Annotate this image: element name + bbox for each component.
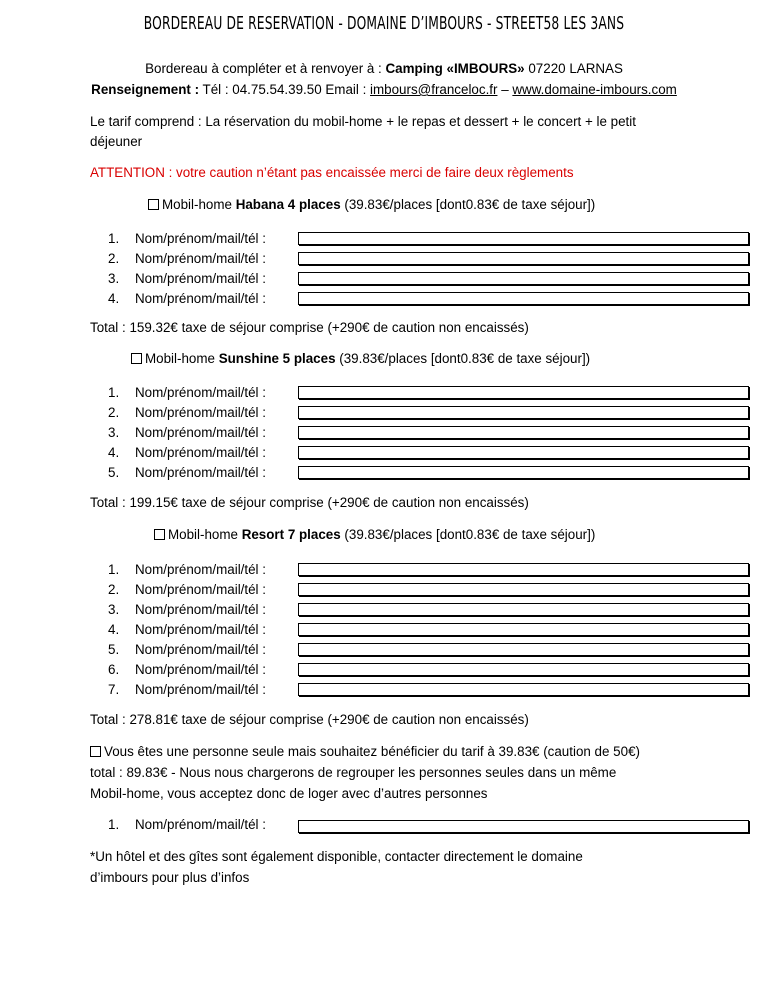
name-row bbox=[108, 403, 266, 423]
name-input[interactable] bbox=[298, 406, 749, 419]
name-input[interactable] bbox=[298, 426, 749, 439]
row-number: 4. bbox=[108, 445, 120, 460]
phone-text: Tél : 04.75.54.39.50 Email : bbox=[199, 82, 371, 97]
row-number: 4. bbox=[108, 622, 120, 637]
name-row bbox=[108, 600, 266, 620]
name-input[interactable] bbox=[298, 232, 749, 245]
section-price: (39.83€/places [dont0.83€ de taxe séjour]) bbox=[335, 351, 591, 366]
name-row bbox=[108, 249, 266, 269]
name-row bbox=[108, 620, 266, 640]
single-person-line-3: Mobil-home, vous acceptez donc de loger avec d’autres personnes bbox=[90, 786, 488, 801]
row-label: Nom/prénom/mail/tél : bbox=[135, 562, 266, 577]
row-label: Nom/prénom/mail/tél : bbox=[135, 425, 266, 440]
name-input[interactable] bbox=[298, 252, 749, 265]
name-row bbox=[108, 383, 266, 403]
row-label: Nom/prénom/mail/tél : bbox=[135, 271, 266, 286]
intro-text: Bordereau à compléter et à renvoyer à : bbox=[145, 61, 386, 76]
section-prefix: Mobil-home bbox=[145, 351, 219, 366]
name-input[interactable] bbox=[298, 466, 749, 479]
name-row bbox=[108, 580, 266, 600]
row-label: Nom/prénom/mail/tél : bbox=[135, 291, 266, 306]
name-row bbox=[108, 289, 266, 309]
row-number: 7. bbox=[108, 682, 120, 697]
name-row bbox=[108, 560, 266, 580]
name-row bbox=[108, 423, 266, 443]
row-number: 2. bbox=[108, 582, 120, 597]
row-label: Nom/prénom/mail/tél : bbox=[135, 385, 266, 400]
row-label: Nom/prénom/mail/tél : bbox=[135, 405, 266, 420]
sunshine-total: Total : 199.15€ taxe de séjour comprise (+290€ de caution non encaissés) bbox=[90, 495, 529, 510]
section-prefix: Mobil-home bbox=[168, 527, 242, 542]
name-row bbox=[108, 229, 266, 249]
name-row bbox=[108, 463, 266, 483]
single-person-line-1 bbox=[90, 742, 640, 762]
intro-line-1 bbox=[0, 59, 768, 79]
row-number: 5. bbox=[108, 642, 120, 657]
name-input[interactable] bbox=[298, 623, 749, 636]
resort-checkbox[interactable] bbox=[154, 529, 165, 540]
row-label: Nom/prénom/mail/tél : bbox=[135, 445, 266, 460]
row-number: 1. bbox=[108, 231, 120, 246]
row-label: Nom/prénom/mail/tél : bbox=[135, 465, 266, 480]
section-name: Sunshine 5 places bbox=[218, 351, 336, 366]
row-label: Nom/prénom/mail/tél : bbox=[135, 817, 266, 832]
section-resort-heading bbox=[154, 525, 595, 545]
row-number: 1. bbox=[108, 385, 120, 400]
name-input[interactable] bbox=[298, 663, 749, 676]
single-person-row bbox=[108, 815, 266, 835]
section-price: (39.83€/places [dont0.83€ de taxe séjour]) bbox=[340, 527, 596, 542]
name-row bbox=[108, 660, 266, 680]
name-row bbox=[108, 640, 266, 660]
row-number: 6. bbox=[108, 662, 120, 677]
tarif-line-2: déjeuner bbox=[90, 134, 143, 149]
habana-total: Total : 159.32€ taxe de séjour comprise (+290€ de caution non encaissés) bbox=[90, 320, 529, 335]
name-input[interactable] bbox=[298, 583, 749, 596]
row-number: 1. bbox=[108, 817, 120, 832]
name-row bbox=[108, 443, 266, 463]
name-input[interactable] bbox=[298, 603, 749, 616]
camping-name: Camping «IMBOURS» bbox=[385, 61, 525, 76]
tarif-line-1: Le tarif comprend : La réservation du mobil-home + le repas et dessert + le concert + le petit bbox=[90, 114, 636, 129]
single-person-line-2: total : 89.83€ - Nous nous chargerons de regrouper les personnes seules dans un même bbox=[90, 765, 617, 780]
row-label: Nom/prénom/mail/tél : bbox=[135, 231, 266, 246]
row-label: Nom/prénom/mail/tél : bbox=[135, 622, 266, 637]
row-label: Nom/prénom/mail/tél : bbox=[135, 682, 266, 697]
camping-location: 07220 LARNAS bbox=[524, 61, 623, 76]
row-label: Nom/prénom/mail/tél : bbox=[135, 251, 266, 266]
row-number: 4. bbox=[108, 291, 120, 306]
name-input[interactable] bbox=[298, 446, 749, 459]
habana-checkbox[interactable] bbox=[148, 199, 159, 210]
row-number: 5. bbox=[108, 465, 120, 480]
row-label: Nom/prénom/mail/tél : bbox=[135, 662, 266, 677]
name-input[interactable] bbox=[298, 272, 749, 285]
section-sunshine-heading bbox=[131, 349, 590, 369]
footnote-line-1: *Un hôtel et des gîtes sont également disponible, contacter directement le domaine bbox=[90, 849, 583, 864]
intro-line-2 bbox=[0, 80, 768, 100]
row-label: Nom/prénom/mail/tél : bbox=[135, 582, 266, 597]
page-title: BORDEREAU DE RESERVATION - DOMAINE D’IMBOURS - STREET58 LES 3ANS bbox=[143, 14, 625, 34]
section-prefix: Mobil-home bbox=[162, 197, 236, 212]
website-link[interactable]: www.domaine-imbours.com bbox=[512, 82, 677, 97]
name-input[interactable] bbox=[298, 563, 749, 576]
resort-total: Total : 278.81€ taxe de séjour comprise (+290€ de caution non encaissés) bbox=[90, 712, 529, 727]
section-name: Habana 4 places bbox=[235, 197, 341, 212]
section-price: (39.83€/places [dont0.83€ de taxe séjour]) bbox=[340, 197, 596, 212]
name-input[interactable] bbox=[298, 292, 749, 305]
separator: – bbox=[497, 82, 513, 97]
row-number: 1. bbox=[108, 562, 120, 577]
name-row bbox=[108, 269, 266, 289]
section-habana-heading bbox=[148, 195, 595, 215]
info-label: Renseignement : bbox=[91, 82, 200, 97]
row-number: 3. bbox=[108, 271, 120, 286]
name-input[interactable] bbox=[298, 683, 749, 696]
row-label: Nom/prénom/mail/tél : bbox=[135, 642, 266, 657]
single-person-checkbox[interactable] bbox=[90, 746, 101, 757]
row-number: 2. bbox=[108, 251, 120, 266]
name-row bbox=[108, 680, 266, 700]
section-name: Resort 7 places bbox=[241, 527, 341, 542]
sunshine-checkbox[interactable] bbox=[131, 353, 142, 364]
name-input[interactable] bbox=[298, 386, 749, 399]
single-person-input[interactable] bbox=[298, 820, 749, 833]
single-text: Vous êtes une personne seule mais souhaitez bénéficier du tarif à 39.83€ (caution de 50€) bbox=[104, 744, 640, 759]
footnote-line-2: d’imbours pour plus d’infos bbox=[90, 870, 250, 885]
row-number: 3. bbox=[108, 425, 120, 440]
email-link[interactable]: imbours@franceloc.fr bbox=[370, 82, 498, 97]
row-number: 2. bbox=[108, 405, 120, 420]
row-number: 3. bbox=[108, 602, 120, 617]
name-input[interactable] bbox=[298, 643, 749, 656]
row-label: Nom/prénom/mail/tél : bbox=[135, 602, 266, 617]
attention-notice: ATTENTION : votre caution n’étant pas encaissée merci de faire deux règlements bbox=[90, 165, 574, 180]
